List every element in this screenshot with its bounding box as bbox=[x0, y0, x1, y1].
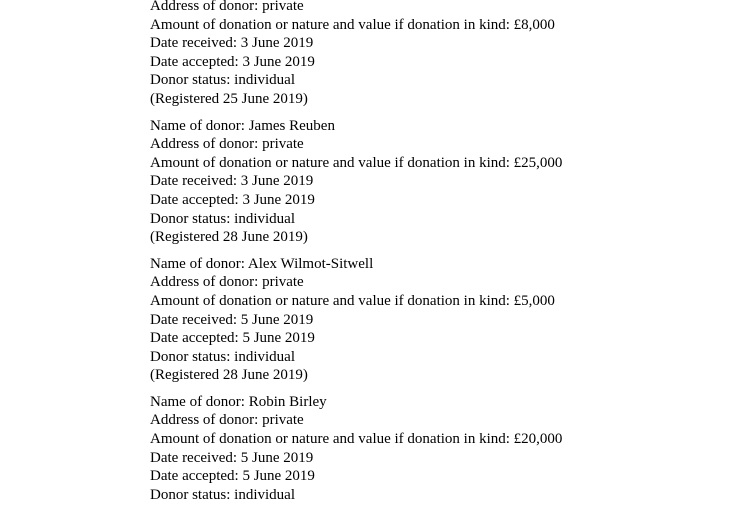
donor-status: Donor status: individual bbox=[150, 72, 295, 89]
donation-amount: Amount of donation or nature and value if donation in kind: £20,000 bbox=[150, 431, 563, 448]
donor-name: Name of donor: James Reuben bbox=[150, 117, 335, 134]
donation-entry bbox=[150, 255, 730, 385]
donor-name: Name of donor: Robin Birley bbox=[150, 393, 327, 410]
donor-address: Address of donor: private bbox=[150, 412, 304, 429]
donation-entry bbox=[150, 117, 730, 247]
date-received: Date received: 5 June 2019 bbox=[150, 311, 314, 328]
donor-address: Address of donor: private bbox=[150, 274, 304, 291]
donor-status: Donor status: individual bbox=[150, 210, 295, 227]
date-accepted: Date accepted: 3 June 2019 bbox=[150, 53, 315, 70]
date-received: Date received: 3 June 2019 bbox=[150, 35, 314, 52]
donor-status: Donor status: individual bbox=[150, 486, 295, 503]
registered-date: (Registered 28 June 2019) bbox=[150, 367, 308, 384]
registered-date: (Registered 25 June 2019) bbox=[150, 90, 308, 107]
donor-address: Address of donor: private bbox=[150, 136, 304, 153]
donation-amount: Amount of donation or nature and value if donation in kind: £5,000 bbox=[150, 292, 555, 309]
donation-entry bbox=[150, 393, 730, 505]
donor-address: Address of donor: private bbox=[150, 0, 304, 14]
date-received: Date received: 3 June 2019 bbox=[150, 173, 314, 190]
date-accepted: Date accepted: 5 June 2019 bbox=[150, 330, 315, 347]
registered-date: (Registered 28 June 2019) bbox=[150, 229, 308, 246]
donation-amount: Amount of donation or nature and value if donation in kind: £25,000 bbox=[150, 154, 563, 171]
donation-entry bbox=[150, 0, 730, 109]
donor-status: Donor status: individual bbox=[150, 348, 295, 365]
date-received: Date received: 5 June 2019 bbox=[150, 449, 314, 466]
donation-amount: Amount of donation or nature and value if donation in kind: £8,000 bbox=[150, 16, 555, 33]
donor-name: Name of donor: Alex Wilmot-Sitwell bbox=[150, 255, 374, 272]
date-accepted: Date accepted: 5 June 2019 bbox=[150, 468, 315, 485]
document-page bbox=[150, 0, 730, 512]
date-accepted: Date accepted: 3 June 2019 bbox=[150, 191, 315, 208]
